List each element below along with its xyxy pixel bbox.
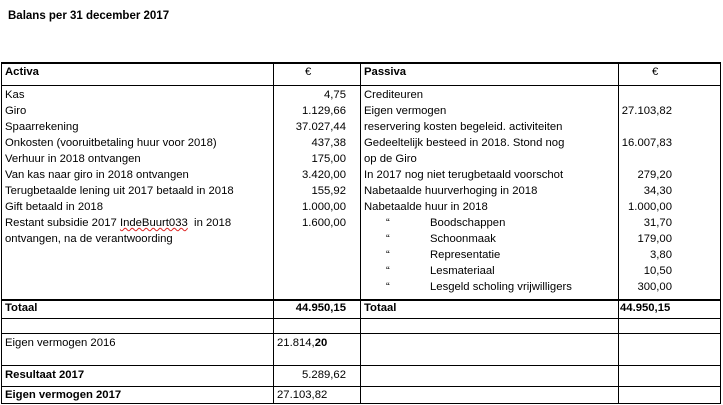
ditto-mark: “	[386, 233, 390, 245]
activa-row-value: 4,75	[324, 89, 346, 101]
activa-row-label: Gift betaald in 2018	[5, 201, 103, 213]
activa-row-value: 175,00	[311, 153, 346, 165]
passiva-row-value: 16.007,83	[621, 137, 672, 149]
ditto-mark: “	[386, 249, 390, 261]
passiva-row-label: In 2017 nog niet terugbetaald voorschot	[364, 169, 564, 181]
activa-total-value: 44.950,15	[295, 302, 346, 314]
activa-row-label-part: in 2018	[187, 217, 232, 229]
passiva-row-value: 1.000,00	[628, 201, 672, 213]
activa-currency: €	[305, 66, 312, 78]
spellcheck-flagged-word: IndeBuurt033	[119, 217, 188, 229]
passiva-row-label: Nabetaalde huurverhoging in 2018	[364, 185, 538, 197]
activa-row-value: 3.420,00	[302, 169, 346, 181]
passiva-row-label: Gedeeltelijk besteed in 2018. Stond nog	[364, 137, 565, 149]
ditto-mark: “	[386, 217, 390, 229]
passiva-row-value: 300,00	[637, 281, 672, 293]
ditto-mark: “	[386, 265, 390, 277]
passiva-header: Passiva	[364, 66, 407, 78]
ev2016-value-bold: 20	[314, 337, 328, 349]
activa-row-label: Kas	[5, 89, 25, 101]
passiva-row-value: 27.103,82	[621, 105, 672, 117]
activa-row-label: Giro	[5, 105, 27, 117]
activa-row-label: Terugbetaalde lening uit 2017 betaald in 2018	[5, 185, 234, 197]
activa-row-value: 155,92	[311, 185, 346, 197]
passiva-row-value: 34,30	[643, 185, 672, 197]
ev2017-label: Eigen vermogen 2017	[5, 389, 122, 401]
activa-row-label: Van kas naar giro in 2018 ontvangen	[5, 169, 189, 181]
activa-row-label: Verhuur in 2018 ontvangen	[5, 153, 141, 165]
activa-row-label: ontvangen, na de verantwoording	[5, 233, 173, 245]
passiva-row-value: 179,00	[637, 233, 672, 245]
passiva-total-label: Totaal	[364, 302, 397, 314]
passiva-row-value: 3,80	[650, 249, 672, 261]
passiva-row-label: Schoonmaak	[430, 233, 496, 245]
ev2016-value	[277, 335, 327, 351]
passiva-total-value: 44.950,15	[620, 302, 671, 314]
passiva-row-label: Lesmateriaal	[430, 265, 495, 277]
activa-header: Activa	[5, 66, 39, 78]
ev2016-label: Eigen vermogen 2016	[5, 337, 116, 349]
resultaat-label: Resultaat 2017	[5, 369, 85, 381]
activa-row-label: Spaarrekening	[5, 121, 79, 133]
passiva-currency: €	[652, 66, 659, 78]
activa-row-value: 1.000,00	[302, 201, 346, 213]
passiva-row-label: Boodschappen	[430, 217, 506, 229]
activa-total-label: Totaal	[5, 302, 38, 314]
passiva-row-value: 279,20	[637, 169, 672, 181]
activa-row-value: 37.027,44	[295, 121, 346, 133]
passiva-row-value: 10,50	[643, 265, 672, 277]
passiva-row-label: Representatie	[430, 249, 501, 261]
passiva-row-value: 31,70	[643, 217, 672, 229]
ev2017-value: 27.103,82	[277, 389, 328, 401]
ev2016-value-main: 21.814,	[277, 337, 315, 349]
ditto-mark: “	[386, 281, 390, 293]
activa-row-value: 1.600,00	[302, 217, 346, 229]
resultaat-value: 5.289,62	[302, 369, 346, 381]
passiva-row-label: op de Giro	[364, 153, 417, 165]
passiva-row-label: Crediteuren	[364, 89, 424, 101]
activa-row-label-part: Restant subsidie 2017	[5, 217, 120, 229]
page-title: Balans per 31 december 2017	[8, 10, 170, 22]
passiva-row-label: Eigen vermogen	[364, 105, 447, 117]
activa-row-value: 437,38	[311, 137, 346, 149]
activa-row-label	[5, 215, 231, 231]
activa-row-label: Onkosten (vooruitbetaling huur voor 2018)	[5, 137, 217, 149]
passiva-row-label: Nabetaalde huur in 2018	[364, 201, 488, 213]
passiva-row-label: Lesgeld scholing vrijwilligers	[430, 281, 572, 293]
activa-row-value: 1.129,66	[302, 105, 346, 117]
passiva-row-label: reservering kosten begeleid. activiteiten	[364, 121, 563, 133]
